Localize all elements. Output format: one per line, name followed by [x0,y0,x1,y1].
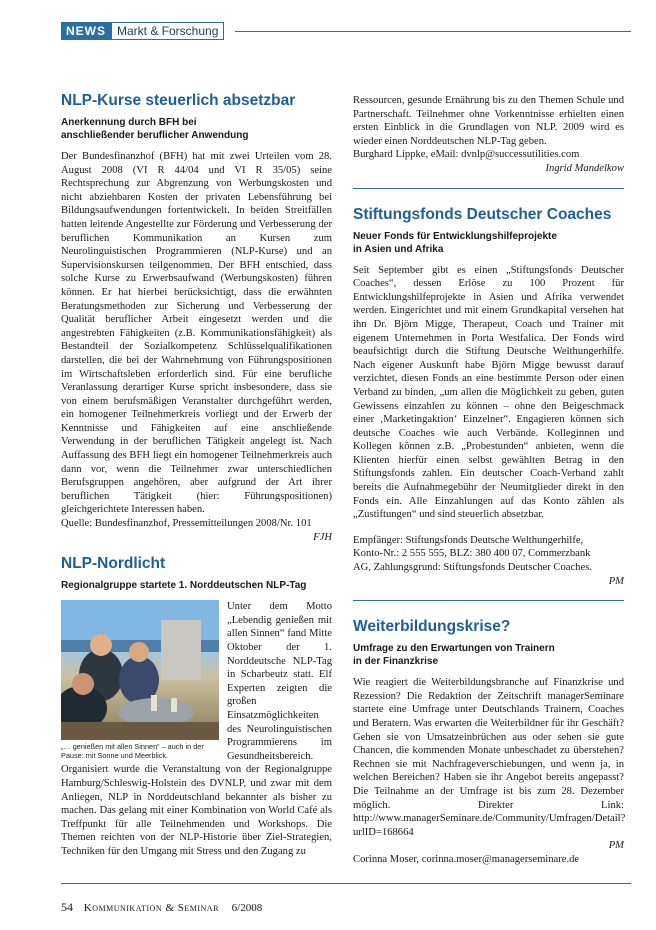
article-subtitle [353,230,624,256]
bank-line: Empfänger: Stiftungsfonds Deutsche Welthungerhilfe, [353,534,584,546]
subtitle-line: Anerkennung durch BFH bei [61,117,197,128]
article-stiftungsfonds [353,205,624,589]
article-nlp-nordlicht [61,554,332,858]
right-column [353,94,624,867]
subtitle-line: in der Finanzkrise [353,656,439,668]
bank-line: AG, Zahlungsgrund: Stiftungsfonds Deutscher Coaches. [353,562,592,574]
author-initials: FJH [313,531,332,543]
article-title: NLP-Kurse steuerlich absetzbar [61,92,296,109]
footer-rule [61,883,631,884]
article-body: Organisiert wurde die Veranstaltung von der Regionalgruppe Hamburg/Schleswig-Holstein des DVNLP, und zwar mit dem Anliegen, NLP in Norddeutschland bekannter als bisher zu machen. Das gelang mit einer Kombination von World Café als Treffpunkt für alle Teilnehmenden und Workshops. Die Themen reichten von der NLP-Historie über Ziel-Strategien, Techniken für den Umgang mit Stress und den Zugang zu [61,764,332,857]
article-body: Wie reagiert die Weiterbildungsbranche auf Finanzkrise und Rezession? Die Redaktion der Zeitschrift managerSeminare startete eine Umfrage unter Deutschlands Trainern, Coaches und Beratern. Was erwarten die Weiterbildner für ihr Geschäft? Gehen sie von Umsatzeinbrüchen aus oder sehen sie gute Chancen, die kommenden Monate unbeschadet zu überstehen? Rechnen sie mit Nachfrageverschiebungen, und wenn ja, in welchen Bereichen? Haben sie ihr Angebot bereits angepasst? Die Teilnahme an der Umfrage ist bis zum 28. Dezember möglich. Direkter Link: http://www.managerSeminare.de/Community/Umfragen/Detail?urlID=168664 [353,677,626,838]
photo-caption: „… genießen mit allen Sinnen“ – auch in der Pause: mit Sonne und Meerblick. [61,742,204,761]
author-name: Ingrid Mandelkow [545,162,624,174]
article-body: Seit September gibt es einen „Stiftungsfonds Deutscher Coaches“, dessen Erlöse zu 100 Prozent für Entwicklungshilfeprojekte in Asien und Afrika verwendet werden. Eingerichtet und mit einem Grundkapital versehen hat ihn Dr. Björn Migge, Therapeut, Coach und Trainer mit eigenem Unternehmen in Porta Westfalica. Der Fonds wird beaufsichtigt durch die Stiftung Deutsche Welthungerhilfe. Nach eigener Auskunft habe Björn Migge bewusst darauf verzichtet, diesen Fonds an eine bestimmte Person oder einen Verband zu binden, „um allen die Möglichkeit zu geben, guten Gewissens einzahlen zu können – ohne den Beigeschmack einer ‚Marketingaktion‘ Einzelner“. Engagieren können sich deutsche Coaches wie auch Verbände. Kolleginnen und Kollegen können z.B. „Probestunden“ anbieten, wenn die Klienten hierfür einen selbst gewählten Betrag in den Stiftungsfonds zahlen. Ein deutscher Coach-Verband zahlt bereits die Aufnahmegebühr der Neumitglieder direkt in den Fonds ein. Alle Einzahlungen auf das Konto zählen als „Zustiftungen“ und sind steuerlich absetzbar. [353,264,624,521]
photo-illustration [61,600,219,740]
header-rule [235,31,631,32]
left-column [61,91,332,859]
subtitle-line: Umfrage zu den Erwartungen von Trainern [353,643,555,655]
article-weiterbildungskrise [353,617,624,866]
page-footer [61,900,262,915]
article-title: Weiterbildungskrise? [353,618,511,636]
figure [61,600,219,763]
article-source: Quelle: Bundesfinanzhof, Pressemitteilungen 2008/Nr. 101 [61,518,312,530]
contact-line: Burghard Lippke, eMail: dvnlp@successutilities.com [353,149,580,161]
divider [353,600,624,601]
article-body: Ressourcen, gesunde Ernährung bis zu den Themen Schule und Partnerschaft. Teilnehmer ohne Vorkenntnisse erhielten einen ersten Einblick in die Grundlagen von NLP. 2009 wird es wieder einen Norddeutschen NLP-Tag geben. [353,95,624,147]
subtitle-line: Neuer Fonds für Entwicklungshilfeprojekte [353,230,557,242]
subtitle-line: in Asien und Afrika [353,243,444,255]
issue-number: 6/2008 [231,902,263,914]
article-title: Stiftungsfonds Deutscher Coaches [353,205,612,223]
bank-details [353,534,624,575]
section-label: Markt & Forschung [111,22,224,40]
contact-line: Corinna Moser, corinna.moser@managerseminare.de [353,853,580,865]
article-body: Der Bundesfinanzhof (BFH) hat mit zwei Urteilen vom 28. August 2008 (VI R 44/04 und VI R 35/05) seine Rechtsprechung zur Abgrenzung von Werbungskosten und nicht abziehbaren Kosten der privaten Lebensführung bei Bildungsaufwendungen fortentwickelt. In beiden Streitfällen hatten leitende Angestellte zur Förderung und Verbesserung der beruflichen Kommunikation an Kursen zum Neurolinguistischen Programmieren (NLP-Kurse) und an Supervisionskursen teilgenommen. Der BFH entschied, dass solche Kurse zu Erwerbsaufwand (Werbungskosten) führen können. Er hat hierbei berücksichtigt, dass die erwähnten Beratungsmethoden zur Sicherung und Verbesserung der Qualität beruflicher Arbeit eingesetzt werden und die angestrebten Fähigkeiten (z.B. Kommunikationsfähigkeit) als Bestandteil der Sozialkompetenz Schlüsselqualifikationen darstellen, die bei der Wahrnehmung von Führungspositionen im Wirtschaftsleben erforderlich sind. Für eine berufliche Veranlassung derartiger Kurse spricht insbesondere, dass sie von einem berufsmäßigen Veranstalter durchgeführt werden, ein homogener Teilnehmerkreis vorliegt und der Erwerb der Kenntnisse und Fähigkeiten auf eine anschließende Verwendung in der beruflichen Tätigkeit angelegt ist. Nach Auffassung des BFH liegt ein homogener Teilnehmerkreis auch dann vor, wenn die Teilnehmer zwar unterschiedlichen Berufsgruppen angehören, aber aufgrund der Art ihrer beruflichen Tätigkeit (hier: Führungspositionen) gleichgerichtete Interessen haben. [61,151,332,516]
page-number: 54 [61,900,73,914]
article-nlp-nordlicht-continued [353,94,624,176]
article-intro-text: Unter dem Motto „Lebendig genießen mit allen Sinnen“ fand Mitte Oktober der 1. Norddeutsche NLP-Tag in Scharbeutz statt. Elf Experten zeigten die großen Einsatzmöglichkeiten des Neurolinguistischen Programmierens im Gesundheitsbereich. [227,601,332,762]
article-nlp-kurse [61,91,332,544]
section-header [61,22,224,40]
divider [353,188,624,189]
event-photo [61,600,219,740]
article-intro [227,600,332,763]
magazine-name: Kommunikation & Seminar [83,902,219,914]
article-subtitle [353,642,624,668]
photo-block [61,600,332,763]
subtitle-line: anschließender beruflicher Anwendung [61,130,249,141]
article-subtitle [61,116,332,142]
bank-line: Konto-Nr.: 2 555 555, BLZ: 380 400 07, Commerzbank [353,548,591,560]
article-title: NLP-Nordlicht [61,555,166,573]
author-initials: PM [608,840,624,852]
author-initials: PM [608,575,624,587]
article-subtitle: Regionalgruppe startete 1. Norddeutschen NLP-Tag [61,580,307,592]
news-label: NEWS [61,22,111,40]
